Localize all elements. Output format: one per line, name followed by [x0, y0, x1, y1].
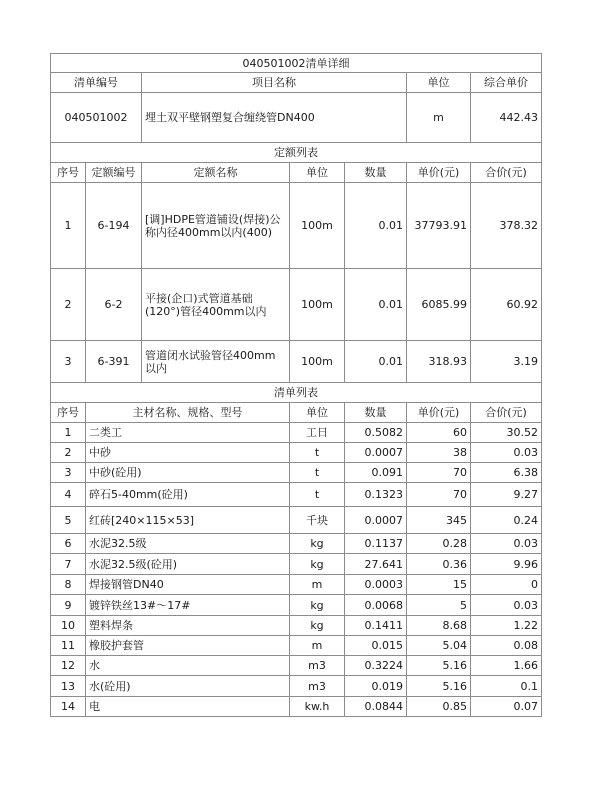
material-unit-price: 38: [407, 443, 471, 463]
bill-unit-header: 单位: [407, 73, 471, 93]
material-unit-price: 0.85: [407, 697, 471, 717]
material-unit: m3: [290, 656, 345, 676]
material-unit-price: 8.68: [407, 616, 471, 636]
material-unit: 工日: [290, 423, 345, 443]
material-unit-header: 单位: [290, 403, 345, 423]
material-seq: 9: [51, 595, 86, 616]
material-unit-price: 5.16: [407, 656, 471, 676]
quota-seq: 3: [51, 341, 86, 383]
material-total: 0.07: [471, 697, 542, 717]
material-row: [51, 575, 542, 595]
material-seq: 6: [51, 534, 86, 554]
material-name: 水(砼用): [86, 676, 290, 697]
material-seq: 7: [51, 554, 86, 575]
material-qty: 0.0003: [345, 575, 407, 595]
material-seq: 14: [51, 697, 86, 717]
material-total: 0.1: [471, 676, 542, 697]
material-unit: t: [290, 443, 345, 463]
material-unit: kg: [290, 595, 345, 616]
quota-total: 60.92: [471, 269, 542, 341]
bill-code-header: 清单编号: [51, 73, 142, 93]
material-seq: 8: [51, 575, 86, 595]
material-name: 橡胶护套管: [86, 636, 290, 656]
material-unit: kg: [290, 616, 345, 636]
title-row: [51, 54, 542, 73]
material-total: 6.38: [471, 463, 542, 483]
material-unit: kg: [290, 534, 345, 554]
quota-seq: 2: [51, 269, 86, 341]
material-unit: m: [290, 575, 345, 595]
material-qty: 0.5082: [345, 423, 407, 443]
material-seq: 11: [51, 636, 86, 656]
material-row: [51, 595, 542, 616]
material-unit-price: 15: [407, 575, 471, 595]
material-name: 塑料焊条: [86, 616, 290, 636]
material-unit: 千块: [290, 507, 345, 534]
quota-header-row: [51, 163, 542, 183]
material-unit: kg: [290, 554, 345, 575]
quota-qty: 0.01: [345, 269, 407, 341]
material-name: 水泥32.5级(砼用): [86, 554, 290, 575]
material-row: [51, 636, 542, 656]
material-unit-price: 5.04: [407, 636, 471, 656]
material-row: [51, 507, 542, 534]
material-name: 焊接钢管DN40: [86, 575, 290, 595]
material-row: [51, 483, 542, 507]
quota-row: [51, 183, 542, 269]
material-qty: 0.0844: [345, 697, 407, 717]
material-row: [51, 656, 542, 676]
quota-total: 3.19: [471, 341, 542, 383]
quota-section-row: [51, 143, 542, 163]
quota-name-header: 定额名称: [142, 163, 290, 183]
quota-total-header: 合价(元): [471, 163, 542, 183]
quota-unit-price: 6085.99: [407, 269, 471, 341]
quota-qty: 0.01: [345, 183, 407, 269]
material-name: 碎石5-40mm(砼用): [86, 483, 290, 507]
material-row: [51, 463, 542, 483]
quota-unit: 100m: [290, 183, 345, 269]
material-name: 水泥32.5级: [86, 534, 290, 554]
bill-price: 442.43: [471, 93, 542, 143]
material-name: 中砂(砼用): [86, 463, 290, 483]
material-unit-price: 70: [407, 463, 471, 483]
material-unit-price-header: 单价(元): [407, 403, 471, 423]
material-total: 0.08: [471, 636, 542, 656]
quota-unit-price: 318.93: [407, 341, 471, 383]
material-qty: 0.1411: [345, 616, 407, 636]
material-name: 电: [86, 697, 290, 717]
material-header-row: [51, 403, 542, 423]
material-row: [51, 697, 542, 717]
material-row: [51, 554, 542, 575]
material-name: 红砖[240×115×53]: [86, 507, 290, 534]
material-total: 9.27: [471, 483, 542, 507]
quota-seq: 1: [51, 183, 86, 269]
material-unit-price: 0.36: [407, 554, 471, 575]
material-unit-price: 5: [407, 595, 471, 616]
bill-detail-table: [50, 53, 542, 717]
material-unit-price: 70: [407, 483, 471, 507]
material-unit-price: 5.16: [407, 676, 471, 697]
material-unit: m: [290, 636, 345, 656]
table-title: 040501002清单详细: [51, 54, 542, 73]
quota-code-header: 定额编号: [86, 163, 142, 183]
material-section-row: [51, 383, 542, 403]
material-qty: 0.1137: [345, 534, 407, 554]
material-section-title: 清单列表: [51, 383, 542, 403]
material-seq: 13: [51, 676, 86, 697]
quota-code: 6-2: [86, 269, 142, 341]
quota-unit: 100m: [290, 269, 345, 341]
material-row: [51, 616, 542, 636]
material-seq: 5: [51, 507, 86, 534]
quota-total: 378.32: [471, 183, 542, 269]
material-qty-header: 数量: [345, 403, 407, 423]
bill-header-row: [51, 73, 542, 93]
material-seq: 4: [51, 483, 86, 507]
material-qty: 0.1323: [345, 483, 407, 507]
material-total: 1.66: [471, 656, 542, 676]
material-unit-price: 345: [407, 507, 471, 534]
bill-name: 埋土双平壁钢塑复合缠绕管DN400: [142, 93, 407, 143]
material-unit-price: 0.28: [407, 534, 471, 554]
material-qty: 0.019: [345, 676, 407, 697]
bill-code: 040501002: [51, 93, 142, 143]
material-seq: 2: [51, 443, 86, 463]
material-seq: 12: [51, 656, 86, 676]
material-qty: 0.0007: [345, 507, 407, 534]
material-total: 1.22: [471, 616, 542, 636]
quota-qty-header: 数量: [345, 163, 407, 183]
quota-unit-price: 37793.91: [407, 183, 471, 269]
material-total: 0.03: [471, 443, 542, 463]
quota-code: 6-194: [86, 183, 142, 269]
material-qty: 0.015: [345, 636, 407, 656]
material-qty: 0.0068: [345, 595, 407, 616]
bill-unit: m: [407, 93, 471, 143]
material-qty: 0.0007: [345, 443, 407, 463]
quota-seq-header: 序号: [51, 163, 86, 183]
material-row: [51, 676, 542, 697]
quota-section-title: 定额列表: [51, 143, 542, 163]
bill-row: [51, 93, 542, 143]
material-name-header: 主材名称、规格、型号: [86, 403, 290, 423]
quota-unit: 100m: [290, 341, 345, 383]
quota-row: [51, 341, 542, 383]
quota-row: [51, 269, 542, 341]
material-name: 水: [86, 656, 290, 676]
material-seq-header: 序号: [51, 403, 86, 423]
material-total: 9.96: [471, 554, 542, 575]
quota-unit-header: 单位: [290, 163, 345, 183]
material-name: 中砂: [86, 443, 290, 463]
material-qty: 0.3224: [345, 656, 407, 676]
material-unit-price: 60: [407, 423, 471, 443]
material-unit: t: [290, 463, 345, 483]
bill-name-header: 项目名称: [142, 73, 407, 93]
material-unit: m3: [290, 676, 345, 697]
quota-name: 管道闭水试验管径400mm以内: [142, 341, 290, 383]
material-seq: 1: [51, 423, 86, 443]
quota-code: 6-391: [86, 341, 142, 383]
material-unit: kw.h: [290, 697, 345, 717]
material-qty: 27.641: [345, 554, 407, 575]
material-total: 30.52: [471, 423, 542, 443]
material-total: 0.03: [471, 595, 542, 616]
material-row: [51, 443, 542, 463]
bill-price-header: 综合单价: [471, 73, 542, 93]
material-seq: 10: [51, 616, 86, 636]
material-total-header: 合价(元): [471, 403, 542, 423]
material-name: 二类工: [86, 423, 290, 443]
material-total: 0.24: [471, 507, 542, 534]
material-row: [51, 534, 542, 554]
material-row: [51, 423, 542, 443]
material-qty: 0.091: [345, 463, 407, 483]
quota-qty: 0.01: [345, 341, 407, 383]
quota-unit-price-header: 单价(元): [407, 163, 471, 183]
material-total: 0: [471, 575, 542, 595]
quota-name: 平接(企口)式管道基础(120°)管径400mm以内: [142, 269, 290, 341]
quota-name: [调]HDPE管道铺设(焊接)公称内径400mm以内(400): [142, 183, 290, 269]
material-unit: t: [290, 483, 345, 507]
material-total: 0.03: [471, 534, 542, 554]
material-name: 镀锌铁丝13#～17#: [86, 595, 290, 616]
material-seq: 3: [51, 463, 86, 483]
